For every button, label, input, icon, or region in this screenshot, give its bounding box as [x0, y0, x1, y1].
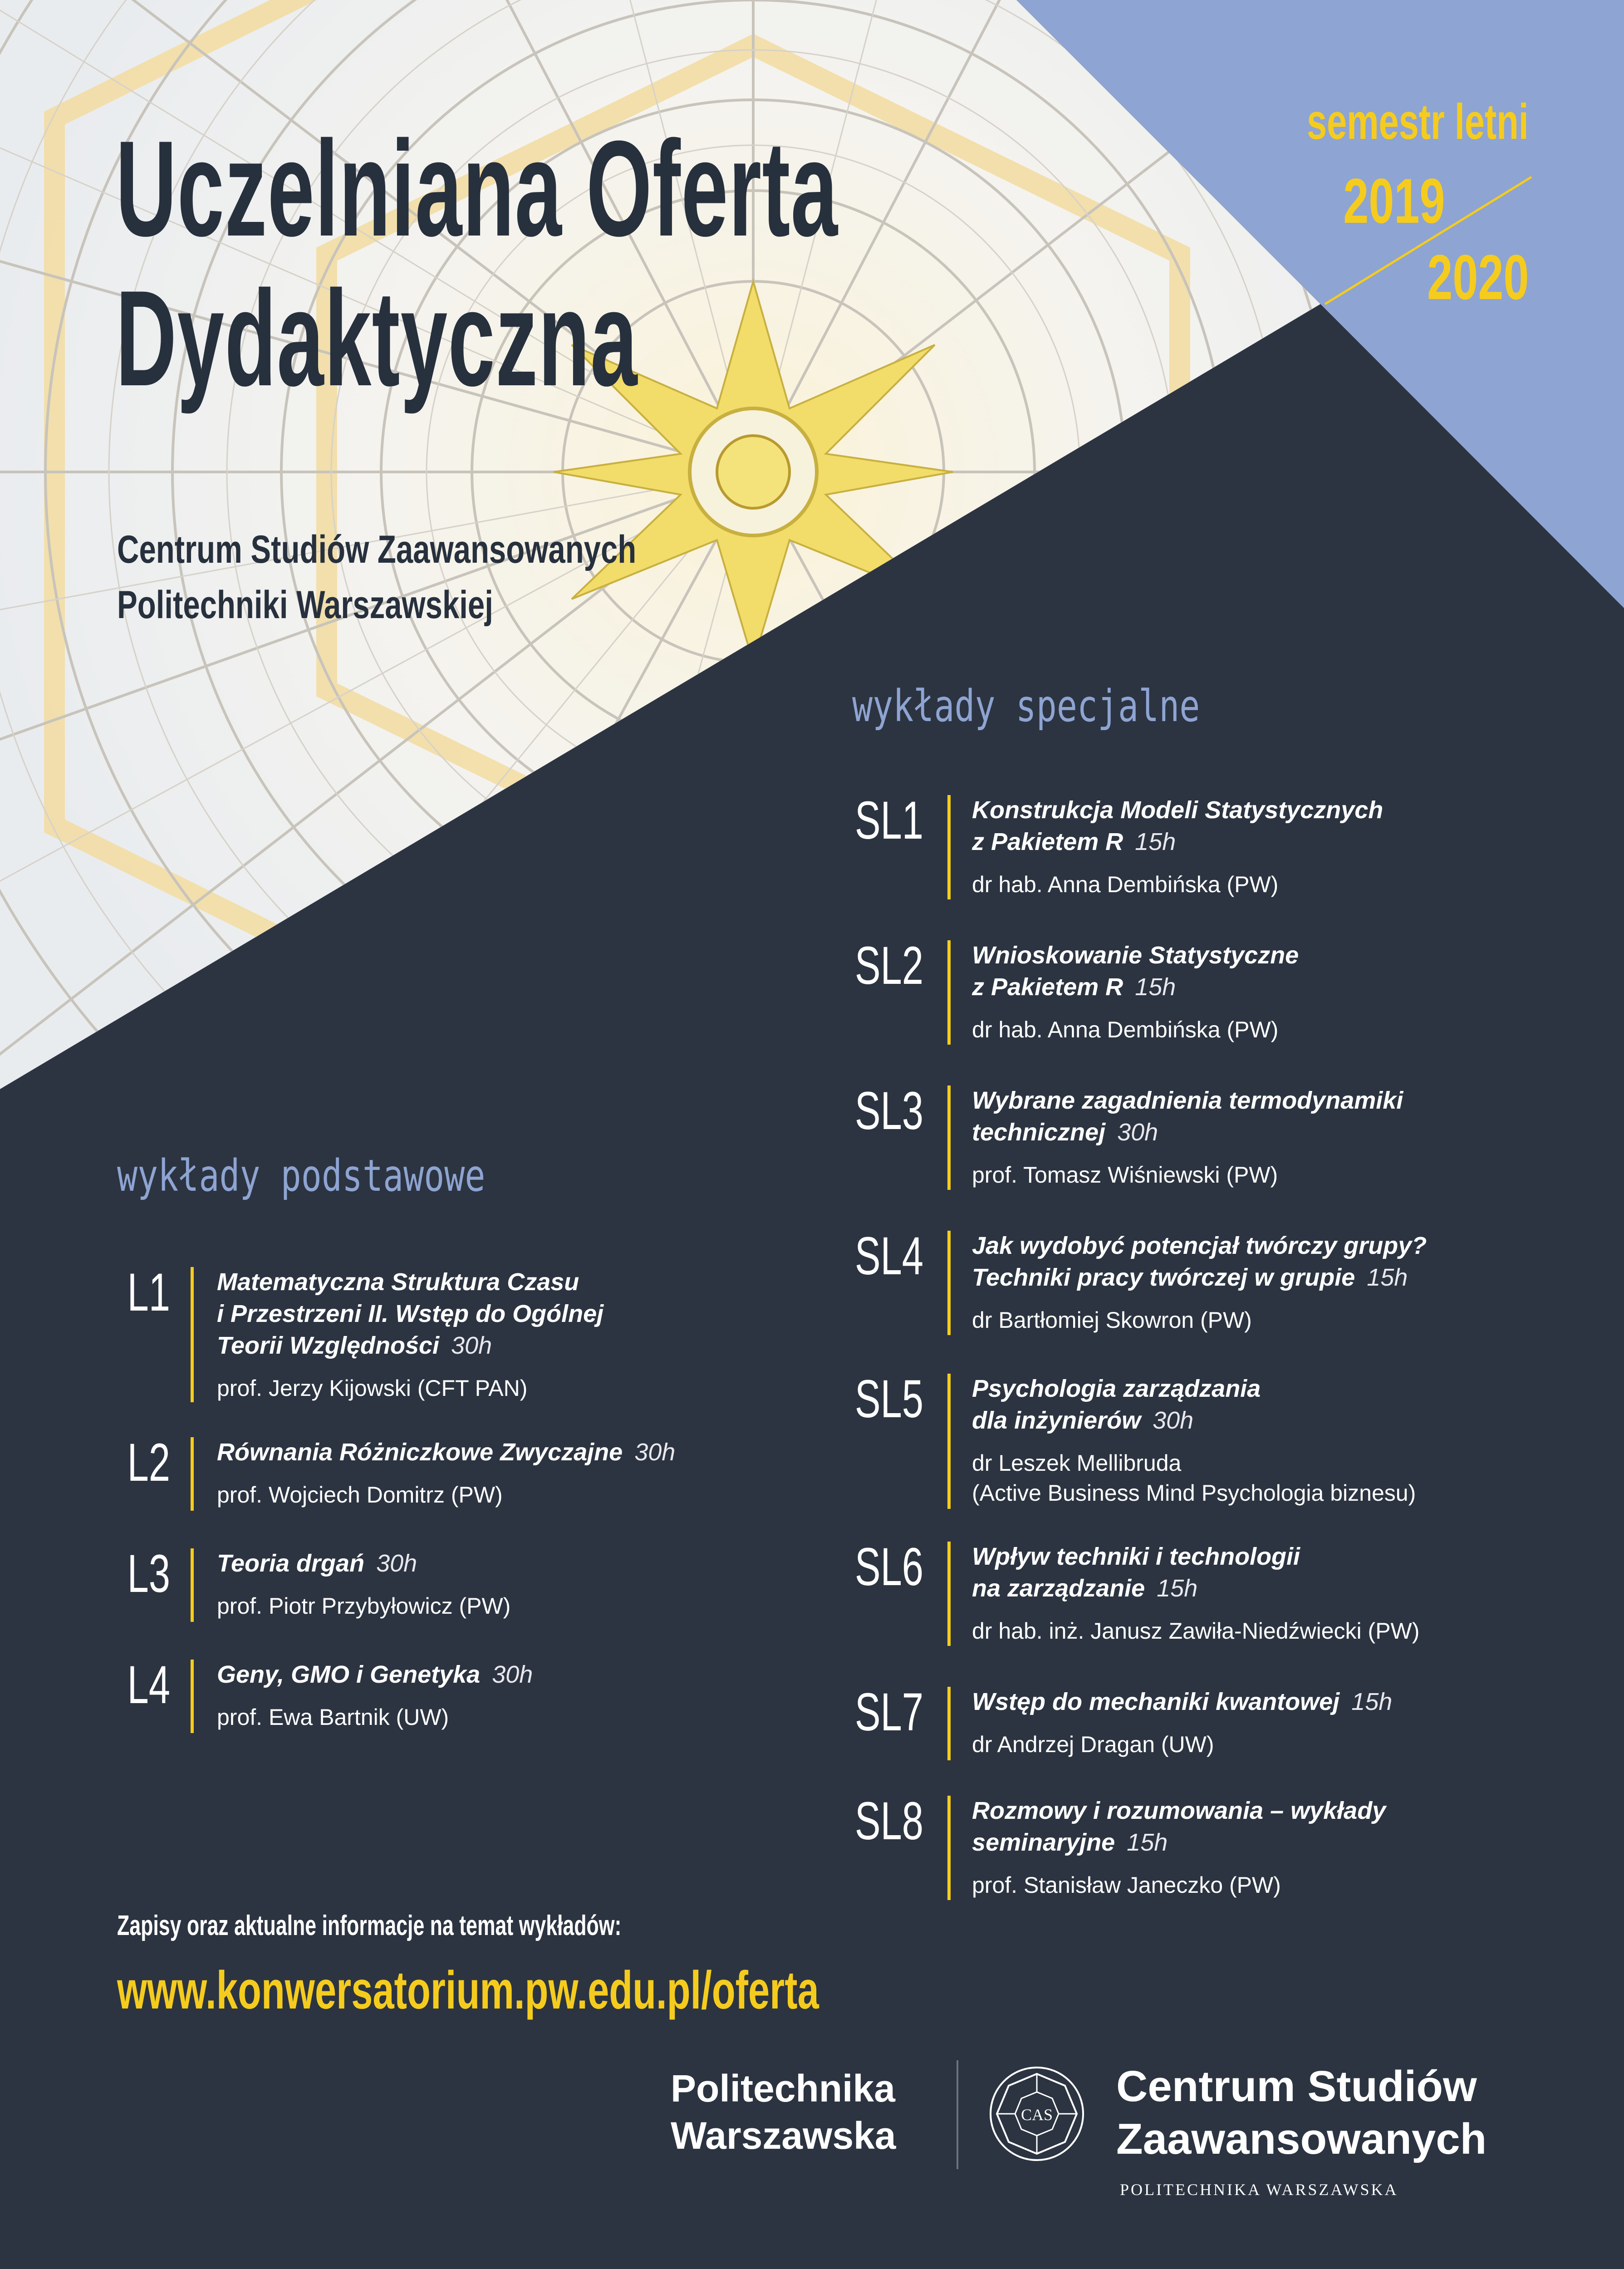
lecturer-name: (Active Business Mind Psychologia biznesu)	[972, 1480, 1416, 1506]
subtitle-line: Politechniki Warszawskiej	[117, 583, 493, 627]
lecture-entry	[972, 1686, 1392, 1759]
lecture-hours: 15h	[1351, 1688, 1393, 1715]
lecture-hours: 15h	[1157, 1575, 1198, 1602]
lecture-accent-bar	[191, 1660, 194, 1733]
lecture-accent-bar	[191, 1267, 194, 1402]
pw-logo	[671, 2065, 896, 2159]
enrollment-info: Zapisy oraz aktualne informacje na temat wykładów:	[117, 1910, 622, 1941]
lecture-title-line: technicznej 30h	[972, 1119, 1158, 1146]
lecture-title-line: Wpływ techniki i technologii	[972, 1543, 1300, 1570]
lecture-hours: 30h	[376, 1550, 417, 1577]
lecturer-name: dr hab. inż. Janusz Zawiła-Niedźwiecki (PW)	[972, 1618, 1420, 1644]
lecture-title-line: i Przestrzeni II. Wstęp do Ogólnej	[217, 1300, 604, 1327]
pw-logo-line: Warszawska	[671, 2114, 896, 2157]
lecture-title-line: Konstrukcja Modeli Statystycznych	[972, 796, 1384, 824]
lecture-hours: 15h	[1135, 828, 1176, 855]
lecture-code: L4	[127, 1655, 170, 1715]
lecture-title-line: Wstęp do mechaniki kwantowej 15h	[972, 1688, 1393, 1715]
special-heading: wykłady specjalne	[852, 681, 1200, 732]
lecture-title-line: Psychologia zarządzania	[972, 1375, 1261, 1402]
lecture-entry	[972, 1541, 1419, 1646]
lecture-code: SL6	[854, 1537, 923, 1597]
lecturer-name: prof. Jerzy Kijowski (CFT PAN)	[217, 1375, 528, 1401]
lecture-title-line: seminaryjne 15h	[972, 1829, 1168, 1856]
lecture-title-line: Wybrane zagadnienia termodynamiki	[972, 1087, 1403, 1114]
year-start: 2019	[1343, 165, 1445, 236]
pw-logo-line: Politechnika	[671, 2067, 895, 2110]
lecture-entry	[217, 1436, 675, 1510]
lecture-code: SL7	[854, 1682, 923, 1742]
lecture-entry	[217, 1659, 533, 1732]
lecture-accent-bar	[191, 1548, 194, 1622]
lecturer-name: dr Leszek Mellibruda	[972, 1450, 1182, 1476]
cas-logo-line: Zaawansowanych	[1116, 2115, 1487, 2163]
lecture-title-line: Teoria drgań 30h	[217, 1550, 417, 1577]
lecture-title-line: Jak wydobyć potencjał twórczy grupy?	[972, 1232, 1427, 1259]
lecturer-name: dr Andrzej Dragan (UW)	[972, 1732, 1214, 1757]
lecture-hours: 30h	[634, 1439, 676, 1466]
lecture-entry	[972, 939, 1299, 1045]
lecture-hours: 15h	[1127, 1829, 1168, 1856]
lecture-entry	[972, 1373, 1416, 1508]
lecture-hours: 15h	[1135, 973, 1176, 1001]
lecturer-name: prof. Ewa Bartnik (UW)	[217, 1704, 449, 1730]
lecture-accent-bar	[947, 1374, 951, 1509]
lecture-code: SL8	[854, 1791, 923, 1851]
lecture-title-line: dla inżynierów 30h	[972, 1407, 1194, 1434]
lecture-code: SL3	[854, 1081, 923, 1141]
basic-heading: wykłady podstawowe	[117, 1150, 486, 1201]
lecture-entry	[972, 1795, 1386, 1900]
cas-logo	[1116, 2060, 1487, 2166]
cas-logo-subtitle: POLITECHNIKA WARSZAWSKA	[1120, 2181, 1398, 2199]
lecture-title-line: na zarządzanie 15h	[972, 1575, 1198, 1602]
lecture-entry	[217, 1547, 510, 1621]
lecturer-name: dr hab. Anna Dembińska (PW)	[972, 872, 1279, 897]
cas-emblem-text: CAS	[1021, 2106, 1053, 2124]
lecture-hours: 30h	[492, 1661, 533, 1688]
lecture-title-line: Matematyczna Struktura Czasu	[217, 1268, 579, 1296]
lecture-title-line: z Pakietem R 15h	[972, 973, 1176, 1001]
lecture-code: L3	[127, 1544, 170, 1604]
lecture-accent-bar	[947, 1796, 951, 1900]
lecture-hours: 30h	[451, 1332, 492, 1359]
lecturer-name: prof. Stanisław Janeczko (PW)	[972, 1872, 1281, 1898]
lecturer-name: prof. Wojciech Domitrz (PW)	[217, 1482, 503, 1508]
lecture-code: L1	[127, 1262, 170, 1322]
lecture-title-line: Rozmowy i rozumowania – wykłady	[972, 1797, 1386, 1824]
subtitle-line: Centrum Studiów Zaawansowanych	[117, 528, 637, 571]
cas-emblem-icon	[987, 2064, 1087, 2164]
lecture-hours: 30h	[1117, 1119, 1158, 1146]
lecturer-name: prof. Tomasz Wiśniewski (PW)	[972, 1162, 1278, 1188]
lecture-code: L2	[127, 1433, 170, 1493]
title-line: Dydaktyczna	[116, 262, 638, 414]
lecture-hours: 30h	[1153, 1407, 1194, 1434]
lecture-code: SL1	[854, 791, 923, 850]
lecture-accent-bar	[947, 795, 951, 899]
website-link[interactable]: www.konwersatorium.pw.edu.pl/oferta	[117, 1960, 819, 2020]
lecture-code: SL4	[854, 1226, 923, 1286]
title-line: Uczelniana Oferta	[116, 112, 839, 265]
logo-divider	[957, 2060, 958, 2169]
lecture-entry	[217, 1266, 603, 1403]
lecture-accent-bar	[947, 1542, 951, 1646]
lecture-entry	[972, 1230, 1427, 1335]
lecture-title-line: Równania Różniczkowe Zwyczajne 30h	[217, 1439, 676, 1466]
lecture-accent-bar	[947, 1085, 951, 1190]
lecturer-name: dr hab. Anna Dembińska (PW)	[972, 1017, 1279, 1042]
lecture-accent-bar	[947, 1231, 951, 1335]
lecture-accent-bar	[947, 1687, 951, 1760]
lecture-accent-bar	[947, 940, 951, 1045]
lecture-title-line: Geny, GMO i Genetyka 30h	[217, 1661, 533, 1688]
lecture-title-line: z Pakietem R 15h	[972, 828, 1176, 855]
page-title	[116, 113, 838, 413]
lecture-title-line: Teorii Względności 30h	[217, 1332, 492, 1359]
page-subtitle	[117, 522, 636, 633]
year-end: 2020	[1427, 241, 1529, 313]
lecture-accent-bar	[191, 1437, 194, 1511]
lecturer-name: prof. Piotr Przybyłowicz (PW)	[217, 1593, 511, 1619]
lecture-code: SL2	[854, 936, 923, 996]
lecture-entry	[972, 1085, 1403, 1190]
lecture-code: SL5	[854, 1369, 923, 1429]
lecture-hours: 15h	[1367, 1264, 1408, 1291]
lecture-entry	[972, 794, 1383, 899]
lecturer-name: dr Bartłomiej Skowron (PW)	[972, 1307, 1252, 1333]
lecture-title-line: Wnioskowanie Statystyczne	[972, 942, 1299, 969]
lecture-title-line: Techniki pracy twórczej w grupie 15h	[972, 1264, 1408, 1291]
cas-logo-line: Centrum Studiów	[1116, 2062, 1477, 2111]
semester-label: semestr letni	[1307, 94, 1529, 150]
